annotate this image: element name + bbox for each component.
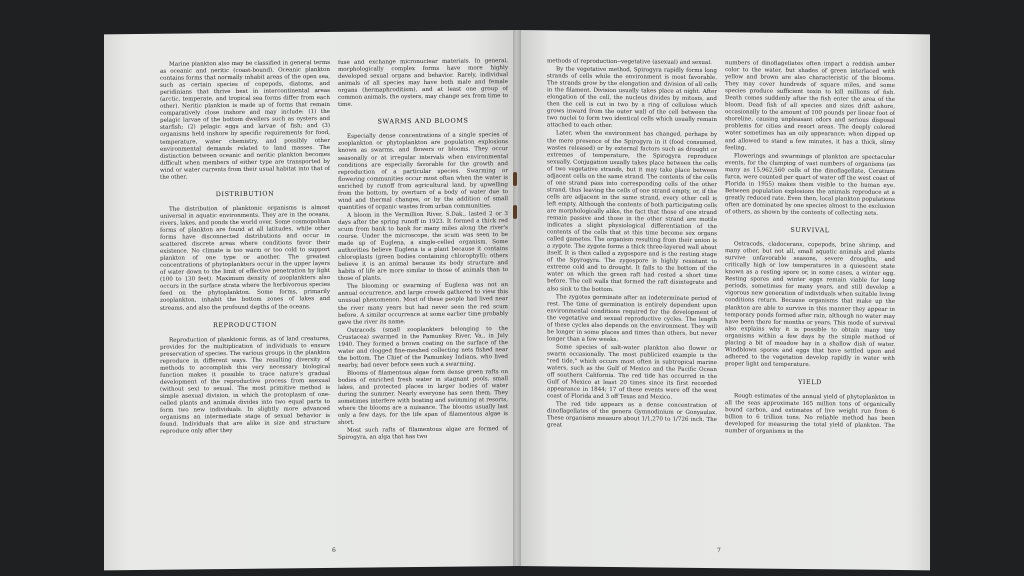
paragraph: fuse and exchange micronuclear materials. In general, morphologically complex forms have more highly developed sexual organs and behavior. Rarely, individual animals of all species may have both male and female organs (hermaphroditism), and at least one group of common animals, the oysters, may change sex from time to time.	[338, 58, 508, 109]
staple-icon	[513, 205, 517, 219]
paragraph: By the vegetative method, Spirogyra rapidly forms long strands of cells while the environment is most favorable. The strands grow by the elongation and division of all cells in the filament. Division usually takes place at night. After elongation of the cell, the nucleus divides by mitosis, and then the cell is cut in two by a ring of cellulose which grows inward from the outer wall of the cell between the two nuclei to form two identical cells which usually remain attached to each other.	[547, 66, 717, 130]
paragraph: Some species of salt-water plankton also flower or swarm occasionally. The most publicized example is the "red tide," which occurs most often in subtropical marine waters, such as the Gulf of Mexico and the Pacific Ocean off southern California. The red tide has occurred in the Gulf of Mexico at least 20 times since its first recorded appearance in 1844; 17 of these events were off the west coast of Florida and 3 off Texas and Mexico.	[547, 344, 717, 401]
paragraph: Especially dense concentrations of a single species of zooplankton or phytoplankton are population explosions known as swarms, and flowers or blooms. They occur seasonally or at irregular intervals when environmental conditions are especially favorable for the growth and reproduction of a particular species. Swarming or flowering communities occur most often when the water is enriched by runoff from agricultural land, by upwelling from the bottom, by overturn of a body of water due to wind and thermal changes, or by the addition of small quantities of organic wastes from urban communities.	[338, 132, 508, 211]
left-page	[104, 30, 517, 570]
book-gutter	[513, 30, 521, 566]
paragraph: The red tide appears as a dense concentration of dinoflagellates of the genera Gymnodinium or Gonyaulax. These organisms measure about 1/1,270 to 1/726 inch. The great	[547, 401, 717, 429]
paragraph: The distribution of planktonic organisms is almost universal in aquatic environments. They are in the oceans, rivers, lakes, and ponds the world over. Some cosmopolitan forms of plankton are found at all latitudes, while other forms have disconnected distributions and occur in scattered discrete areas where conditions favor their existence. No climate is too warm or too cold to support plankton of one type or another. The greatest concentrations of phytoplankters occur in the upper layers of water down to the limit of effective penetration by light (100 to 130 feet). Maximum density of zooplankters also occurs in the surface strata where the herbivorous species feed on the phytoplankton. Some forms, primarily zooplankton, inhabit the bottom zones of lakes and streams, and also the profound depths of the oceans.	[160, 204, 330, 312]
section-heading-distribution: DISTRIBUTION	[215, 189, 275, 198]
paragraph: The blooming or swarming of Euglena was not an annual occurrence, and large crowds gathered to view this unusual phenomenon. Most of these people had lived near the river many years but had never seen the red scum before. A similar occurrence at some earlier time probably gave the river its name.	[338, 282, 508, 326]
paragraph: Most such rafts of filamentous algae are formed of Spirogyra, an alga that has two	[338, 426, 508, 442]
paragraph: Reproduction of planktonic forms, as of land creatures, provides for the multiplication of individuals to ensure preservation of species. The various groups in the plankton reproduce in different ways. The resulting diversity of methods to accomplish this very necessary biological function makes it possible to trace nature's gradual development of the reproductive process from asexual (without sex) to sexual. The most primitive method is simple asexual division, in which the protoplasm of one-celled plants and animals divides into two equal parts to form two new individuals. In slightly more advanced organisms an intermediate stage of sexual behavior is found. Individuals that are alike in size and structure reproduce only after they	[160, 335, 330, 435]
staple-icon	[513, 172, 517, 186]
page-number: 6	[332, 546, 336, 554]
paragraph: Ostracods, cladocerans, copepods, brine shrimp, and many other, but not all, small aquatic animals and plants survive unfavorable seasons, severe droughts, and critically high or low temperatures in a quiescent state known as a resting spore or, in some cases, a winter egg. Resting spores and winter eggs remain viable for long periods, sometimes for many years, and still develop a vigorous new generation of individuals when suitable living conditions return. Because organisms that make up the plankton are able to survive in this manner they appear in temporary ponds formed after rain, although no water may have been there for months or years. This mode of survival also explains why it is possible to obtain many tiny organisms within a few days by the simple method of placing a bit of meadow hay in a shallow dish of water. Windblown spores and eggs that have settled upon and adhered to the vegetation develop rapidly in water with proper light and temperature.	[725, 241, 895, 368]
section-heading-yield: YIELD	[798, 377, 822, 387]
paragraph: numbers of dinoflagellates often impart a reddish amber color to the water, but shades of green interlaced with yellow and brown are also characteristic of the blooms. They may cover hundreds of square miles, and some species produce sufficient toxin to kill millions of fish. Death comes suddenly after the fish enter the area of the bloom. Dead fish of all species and sizes drift ashore, occasionally to the amount of 100 pounds per linear foot of shoreline, causing unpleasant odors and serious disposal problems for cities and resort areas. The deeply colored water sometimes has an oily appearance; when dipped up and allowed to stand a few minutes, it has a thick, slimy feeling.	[725, 60, 895, 151]
left-column-1	[160, 60, 330, 544]
section-heading-survival: SURVIVAL	[790, 225, 830, 235]
paragraph: Rough estimates of the annual yield of phytoplankton in all the seas approximate 165 million tons of organically bound carbon, and estimates of live weight run from 6 billion to 6 trillion tons. No reliable method has been developed for measuring the total yield of plankton. The number of organisms in the	[725, 393, 895, 436]
paragraph: methods of reproduction--vegetative (asexual) and sexual.	[547, 58, 712, 67]
paragraph: Flowerings and swarmings of plankton are spectacular events, for the clumping of vast numbers of organisms (as many as 15,962,560 cells of the dinoflagellate, Ceratium furca, were counted per quart of water off the west coast of Florida in 1955) makes them visible to the human eye. Between population explosions the animals reproduce at a greatly reduced rate. Even then, local plankton populations often are dominated by one species almost to the exclusion of others, as shown by the contents of collecting nets.	[725, 152, 895, 217]
section-heading-reproduction: REPRODUCTION	[212, 320, 278, 329]
right-page	[517, 30, 930, 570]
page-number: 7	[717, 547, 721, 555]
paragraph: Blooms of filamentous algae form dense green rafts on bodies of enriched fresh water in stagnant pools, small lakes, and protected places in larger bodies of water during the summer. Nearly everyone has seen them. They sometimes interfere with boating and swimming at resorts, where the blooms are a nuisance. The blooms usually last only a few days, for the life span of filamentous algae is short.	[338, 369, 508, 427]
section-heading-swarms-and-blooms: SWARMS AND BLOOMS	[377, 116, 469, 126]
right-column-2	[725, 60, 895, 544]
paragraph: Later, when the environment has changed, perhaps by the mere presence of the Spirogyra in it (food consumed, wastes released) or by external factors such as drought or extremes of temperature, the Spirogyra reproduce sexually. Conjugation usually takes place between the cells of two vegetative strands, but it may take place between adjacent cells on the same strand. The contents of the cells of one strand pass into corresponding cells of the other strand, thus leaving the cells of one strand empty, or, if the cells are adjacent in the same strand, every other cell is left empty. Although the contents of both participating cells are morphologically alike, the fact that those of one strand remain passive and those in the other strand are motile indicates a slight physiological differentiation of the contents of the cells that at this time become sex organs called gametes. The organism resulting from their union is a zygote. The zygote forms a thick three-layered wall about itself. It is then called a zygospore and is the resting stage of the Spyrogyra. The zygospore is highly resistant to extreme cold and to drought. It falls to the bottom of the water on which the green raft had rested a short time before. The cell walls that formed the raft disintegrate and also sink to the bottom.	[547, 130, 717, 293]
paragraph: Marine plankton also may be classified in general terms as oceanic and neritic (coast-bound). Oceanic plankton contains forms that normally inhabit areas of the open sea, such as certain species of copepods, diatoms, and peridinians that thrive best in intercontinental areas (arctic, temperate, and tropical sea forms differ from each other). Neritic plankton is made up of forms that remain comparatively close inshore and may include: (1) the pelagic larvae of the bottom dwellers such as oysters and starfish; (2) pelagic eggs and larvae of fish; and (3) organisms held inshore by specific requirements for food, temperature, water chemistry, and possibly other environmental demands related to land masses. The distinction between oceanic and neritic plankton becomes difficult when members of either type are transported by wind or water currents from their usual habitat into that of the other.	[160, 59, 330, 181]
left-column-2	[338, 58, 508, 542]
paragraph: Ostracods (small zooplankters belonging to the Crustacea) swarmed in the Pamunkey River, Va., in July 1940. They formed a brown coating on the surface of the water and clogged fine-meshed collecting nets fished near the bottom. The Chief of the Pamunkey Indians, who lived nearby, had never before seen such a swarming.	[338, 325, 508, 369]
right-column-1	[547, 58, 717, 542]
booklet-spread	[104, 30, 930, 566]
paragraph: A bloom in the Vermillion River, S.Dak., lasted 2 or 3 days after the spring runoff in 1923. It formed a thick red scum from bank to bank for many miles along the river's course. Under the microscope, the scum was seen to be made up of Euglena, a single-celled organism. Some authorities believe Euglena is a plant because it contains chloroplasts (green bodies containing chlorophyll); others believe it is an animal because its body structure and habits of life are more similar to those of animals than to those of plants.	[338, 210, 508, 283]
paragraph: The zygotes germinate after an indeterminate period of rest. The time of germination is entirely dependent upon environmental conditions required for the development of the vegetative and sexual reproductive cycles. The length of these cycles also depends on the environment. They will be longer in some places and times than others, but never longer than a few weeks.	[547, 293, 717, 343]
